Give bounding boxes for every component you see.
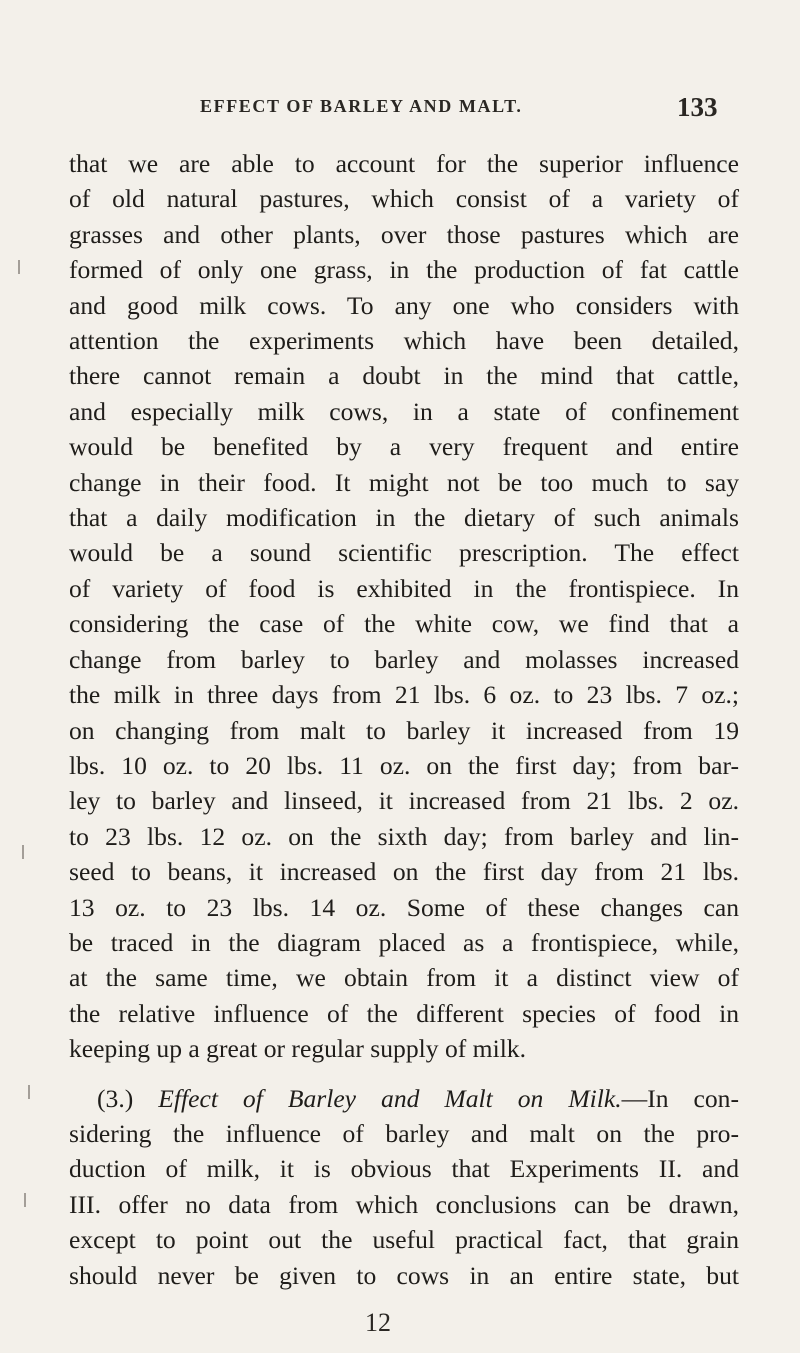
text-line: keeping up a great or regular supply of milk.	[69, 1034, 527, 1064]
text-line: ley to barley and linseed, it increased from 21 lbs. 2 oz.	[69, 786, 739, 816]
section-heading-line	[69, 1081, 739, 1116]
signature-mark: 12	[365, 1308, 391, 1337]
text-line: and good milk cows. To any one who considers with	[69, 290, 739, 320]
section-first-line-rest: —In con-	[621, 1083, 740, 1113]
text-line: of variety of food is exhibited in the frontispiece. In	[69, 573, 739, 603]
text-line: duction of milk, it is obvious that Experiments II. and	[69, 1154, 739, 1184]
text-line: attention the experiments which have been detailed,	[69, 326, 739, 356]
page-number: 133	[677, 92, 718, 122]
text-line: grasses and other plants, over those pastures which are	[69, 219, 739, 249]
text-line: III. offer no data from which conclusions can be drawn,	[69, 1189, 739, 1219]
text-line: of old natural pastures, which consist of a variety of	[69, 184, 739, 214]
section-title: Effect of Barley and Malt on Milk.	[158, 1083, 622, 1113]
text-line: change from barley to barley and molasses increased	[69, 644, 739, 674]
section-number: (3.)	[97, 1083, 134, 1113]
margin-speck	[24, 1193, 26, 1207]
paragraph-1	[69, 146, 739, 1067]
margin-speck	[28, 1085, 30, 1099]
text-line: there cannot remain a doubt in the mind that cattle,	[69, 361, 739, 391]
text-line: to 23 lbs. 12 oz. on the sixth day; from barley and lin-	[69, 821, 739, 851]
text-line: that we are able to account for the superior influence	[69, 149, 739, 178]
running-head: EFFECT OF BARLEY AND MALT.	[200, 96, 523, 116]
text-line: at the same time, we obtain from it a distinct view of	[69, 963, 739, 993]
text-line: would be a sound scientific prescription. The effect	[69, 538, 739, 568]
text-line: 13 oz. to 23 lbs. 14 oz. Some of these changes can	[69, 892, 739, 922]
text-line: the relative influence of the different species of food in	[69, 998, 739, 1028]
text-line: considering the case of the white cow, we find that a	[69, 609, 739, 639]
body-text	[69, 146, 739, 1293]
text-line: would be benefited by a very frequent and entire	[69, 432, 739, 462]
text-line: change in their food. It might not be too much to say	[69, 467, 739, 497]
text-line: seed to beans, it increased on the first day from 21 lbs.	[69, 857, 739, 887]
text-line: be traced in the diagram placed as a frontispiece, while,	[69, 927, 739, 957]
paragraph-2	[69, 1081, 739, 1293]
text-line: sidering the influence of barley and malt on the pro-	[69, 1118, 739, 1148]
margin-speck	[18, 260, 20, 274]
text-line: on changing from malt to barley it increased from 19	[69, 715, 739, 745]
text-line: formed of only one grass, in the production of fat cattle	[69, 255, 739, 285]
margin-speck	[22, 845, 24, 859]
text-line: except to point out the useful practical fact, that grain	[69, 1225, 739, 1255]
text-line: and especially milk cows, in a state of confinement	[69, 396, 739, 426]
text-line: lbs. 10 oz. to 20 lbs. 11 oz. on the first day; from bar-	[69, 750, 739, 780]
text-line: should never be given to cows in an entire state, but	[69, 1260, 739, 1290]
text-line: that a daily modification in the dietary of such animals	[69, 503, 739, 533]
text-line: the milk in three days from 21 lbs. 6 oz. to 23 lbs. 7 oz.;	[69, 680, 739, 710]
